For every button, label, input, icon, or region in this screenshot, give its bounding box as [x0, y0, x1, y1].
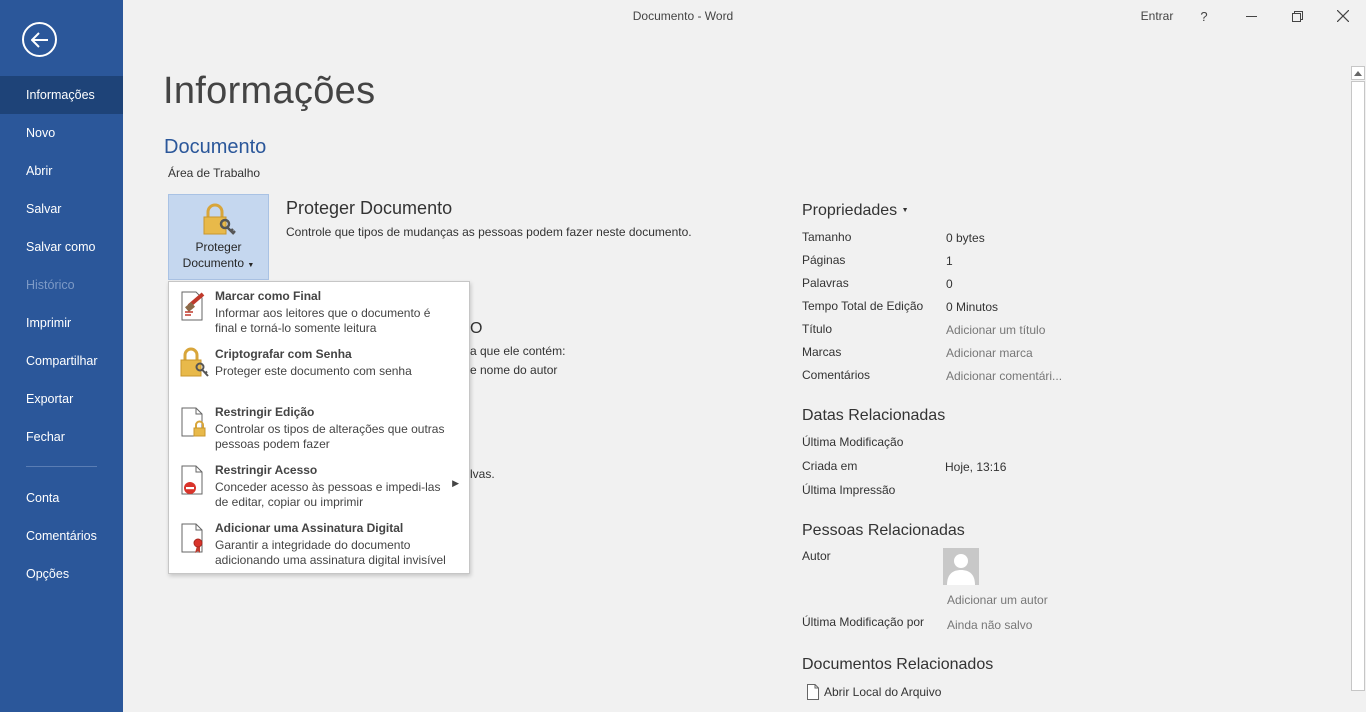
menu-item-desc: Garantir a integridade do documento adicionando uma assinatura digital invisível [215, 538, 446, 567]
property-label-tags: Marcas [802, 345, 842, 359]
backstage-sidebar [0, 0, 123, 712]
inspect-desc-fragment-1: a que ele contém: [470, 344, 566, 358]
document-ribbon-icon [179, 520, 209, 554]
chevron-up-icon [1354, 71, 1362, 76]
property-input-comments[interactable]: Adicionar comentári... [946, 369, 1063, 383]
sidebar-item-salvar[interactable]: Salvar [26, 202, 62, 216]
signin-button[interactable]: Entrar [1140, 9, 1174, 23]
dropdown-caret-icon: ▼ [901, 207, 909, 214]
lock-key-icon [201, 203, 237, 237]
protect-document-menu [168, 281, 470, 574]
sidebar-item-exportar[interactable]: Exportar [26, 392, 74, 406]
scrollbar-thumb[interactable] [1351, 81, 1365, 691]
menu-item-add-digital-signature[interactable] [169, 514, 469, 570]
mark-final-icon [179, 288, 209, 322]
protect-document-button[interactable] [168, 194, 269, 280]
lock-key-icon [179, 346, 209, 380]
menu-item-restrict-editing[interactable] [169, 398, 469, 454]
document-lock-icon [179, 404, 209, 438]
date-label-last-modified: Última Modificação [802, 435, 904, 449]
related-people-title: Pessoas Relacionadas [802, 522, 965, 539]
menu-item-desc: Conceder acesso às pessoas e impedi-las de editar, copiar ou imprimir [215, 480, 441, 509]
versions-desc-fragment: lvas. [470, 467, 495, 481]
person-icon [943, 548, 979, 585]
sidebar-item-imprimir[interactable]: Imprimir [26, 316, 72, 330]
protect-document-title: Proteger Documento [286, 198, 453, 218]
property-input-title[interactable]: Adicionar um título [946, 323, 1046, 337]
sidebar-divider [26, 466, 97, 467]
menu-item-mark-as-final[interactable] [169, 282, 469, 338]
menu-item-restrict-access[interactable] [169, 456, 469, 512]
document-heading: Documento [164, 136, 267, 158]
sidebar-item-conta[interactable]: Conta [26, 491, 60, 505]
menu-item-title: Criptografar com Senha [215, 347, 352, 361]
last-modified-by-label: Última Modificação por [802, 615, 925, 629]
window-title: Documento - Word [632, 9, 734, 23]
avatar [943, 548, 979, 585]
sidebar-item-compartilhar[interactable]: Compartilhar [26, 354, 98, 368]
property-label-pages: Páginas [802, 253, 846, 267]
sidebar-item-historico: Histórico [26, 278, 75, 292]
sidebar-item-novo[interactable]: Novo [26, 126, 56, 140]
open-file-location-link[interactable] [807, 684, 941, 700]
document-icon [807, 684, 819, 700]
last-modified-by-value: Ainda não salvo [947, 618, 1033, 632]
property-value-words: 0 [946, 277, 953, 291]
document-location[interactable]: Área de Trabalho [168, 166, 261, 180]
date-value-created: Hoje, 13:16 [945, 460, 1007, 474]
sidebar-item-abrir[interactable]: Abrir [26, 164, 53, 178]
inspect-desc-fragment-2: e nome do autor [470, 363, 558, 377]
vertical-scrollbar[interactable] [1350, 66, 1366, 712]
restore-button[interactable] [1274, 0, 1320, 32]
menu-item-title: Restringir Acesso [215, 463, 318, 477]
menu-item-title: Marcar como Final [215, 289, 322, 303]
document-no-access-icon [179, 462, 209, 496]
date-label-created: Criada em [802, 459, 858, 473]
menu-item-desc: Informar aos leitores que o documento é final e torná-lo somente leitura [215, 306, 431, 335]
author-label: Autor [802, 549, 831, 563]
back-arrow-icon [31, 32, 49, 48]
property-label-comments: Comentários [802, 368, 871, 382]
property-value-pages: 1 [946, 254, 953, 268]
property-label-title: Título [802, 322, 833, 336]
sidebar-item-opcoes[interactable]: Opções [26, 567, 70, 581]
property-input-tags[interactable]: Adicionar marca [946, 346, 1033, 360]
properties-title[interactable]: Propriedades ▼ [802, 202, 909, 219]
menu-item-encrypt-with-password[interactable] [169, 340, 469, 396]
property-label-size: Tamanho [802, 230, 852, 244]
protect-document-desc: Controle que tipos de mudanças as pessoas podem fazer neste documento. [286, 225, 692, 239]
help-button[interactable]: ? [1200, 8, 1208, 24]
property-value-size: 0 bytes [946, 231, 985, 245]
page-title: Informações [163, 70, 376, 112]
menu-item-title: Restringir Edição [215, 405, 315, 419]
dropdown-caret-icon: ▼ [247, 262, 255, 269]
submenu-arrow-icon: ▶ [452, 478, 459, 488]
date-label-last-printed: Última Impressão [802, 483, 896, 497]
menu-item-desc: Controlar os tipos de alterações que outras pessoas podem fazer [215, 422, 445, 451]
sidebar-item-comentarios[interactable]: Comentários [26, 529, 97, 543]
property-value-editing-time: 0 Minutos [946, 300, 999, 314]
property-label-editing-time: Tempo Total de Edição [802, 299, 924, 313]
add-author-input[interactable]: Adicionar um autor [947, 593, 1048, 607]
scroll-up-button[interactable] [1351, 66, 1365, 80]
sidebar-item-fechar[interactable]: Fechar [26, 430, 65, 444]
close-button[interactable] [1320, 0, 1366, 32]
related-dates-title: Datas Relacionadas [802, 407, 946, 424]
back-button[interactable] [22, 22, 57, 57]
sidebar-item-informacoes[interactable]: Informações [0, 76, 123, 114]
sidebar-item-salvar-como[interactable]: Salvar como [26, 240, 96, 254]
minimize-icon [1246, 11, 1257, 22]
open-file-location-label: Abrir Local do Arquivo [824, 685, 942, 699]
menu-item-title: Adicionar uma Assinatura Digital [215, 521, 404, 535]
sidebar-nav [0, 76, 123, 593]
close-icon [1337, 10, 1349, 22]
related-documents-title: Documentos Relacionados [802, 656, 994, 673]
protect-document-label: Proteger Documento ▼ [182, 240, 255, 270]
inspect-section-title-fragment: O [470, 320, 483, 337]
property-label-words: Palavras [802, 276, 849, 290]
restore-icon [1292, 11, 1303, 22]
minimize-button[interactable] [1228, 0, 1274, 32]
menu-item-desc: Proteger este documento com senha [215, 364, 412, 378]
